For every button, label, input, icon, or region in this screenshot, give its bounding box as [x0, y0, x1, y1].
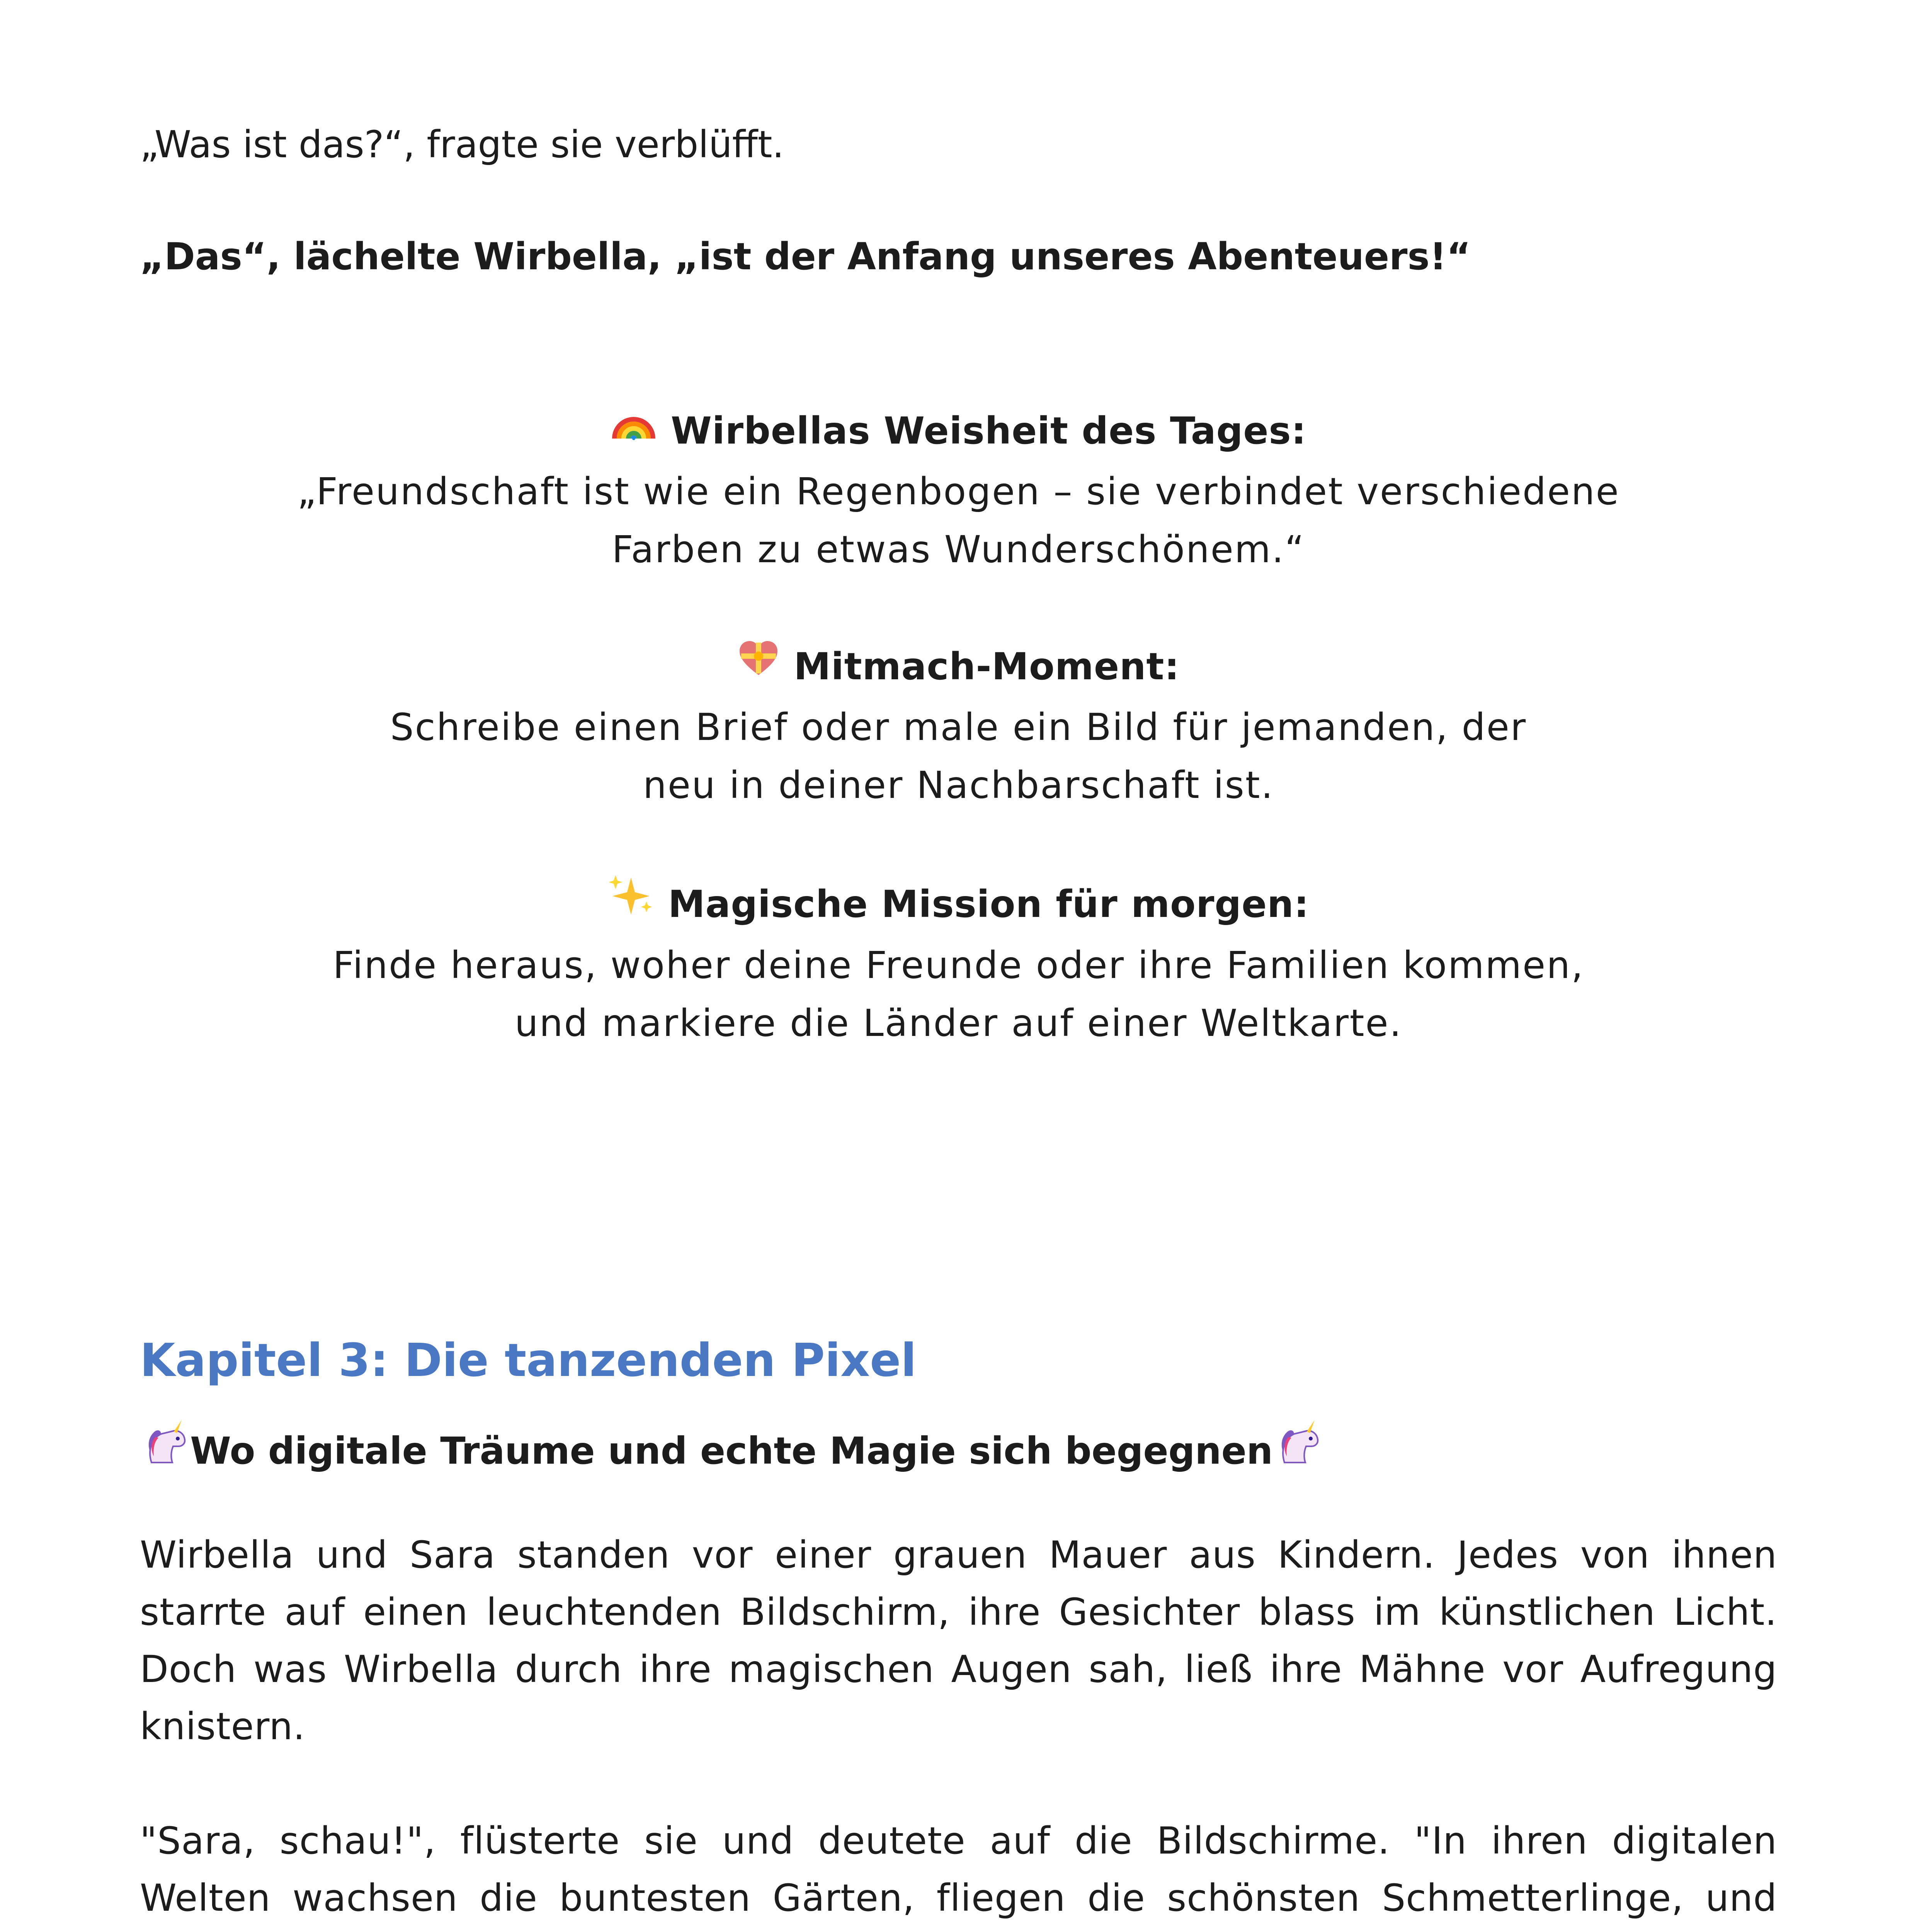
intro-line-question: „Was ist das?“, fragte sie verblüfft. — [140, 123, 784, 166]
intro-line-answer: „Das“, lächelte Wirbella, „ist der Anfang unseres Abenteuers!“ — [140, 235, 1471, 278]
wisdom-title — [0, 402, 1917, 463]
sparkles-icon — [608, 874, 654, 932]
mission-box — [0, 875, 1917, 1052]
mission-line-2: und markiere die Länder auf einer Weltkarte. — [514, 1001, 1403, 1045]
chapter-title: Kapitel 3: Die tanzenden Pixel — [140, 1333, 917, 1387]
unicorn-icon — [140, 1419, 190, 1482]
chapter-subtitle — [140, 1422, 1323, 1485]
chapter-subtitle-text: Wo digitale Träume und echte Magie sich begegnen — [190, 1429, 1273, 1473]
wisdom-title-text: Wirbellas Weisheit des Tages: — [670, 409, 1307, 452]
participation-title-text: Mitmach-Moment: — [794, 645, 1180, 688]
mission-line-1: Finde heraus, woher deine Freunde oder ihre Familien kommen, — [333, 943, 1584, 987]
participation-line-2: neu in deiner Nachbarschaft ist. — [643, 763, 1274, 807]
heart-with-ribbon-icon — [737, 636, 780, 694]
wisdom-line-2: Farben zu etwas Wunderschönem.“ — [612, 527, 1305, 571]
participation-box — [0, 638, 1917, 814]
story-paragraph: "Sara, schau!", flüsterte sie und deutete auf die Bildschirme. "In ihren digitalen Welten wachsen die buntesten Gärten, fliegen die schönsten Schmetterlinge, und — [140, 1819, 1777, 1920]
wisdom-box — [0, 402, 1917, 578]
rainbow-icon — [611, 401, 657, 459]
participation-line-1: Schreibe einen Brief oder male ein Bild für jemanden, der — [390, 705, 1527, 749]
story-paragraph: Wirbella und Sara standen vor einer grauen Mauer aus Kindern. Jedes von ihnen starrte auf einen leuchtenden Bildschirm, ihre Gesichter blass im künstlichen Licht. Doch was Wirbella durch ihre magischen Augen sah, ließ ihre Mähne vor Aufregung knistern. — [140, 1533, 1777, 1748]
mission-title-text: Magische Mission für morgen: — [668, 883, 1309, 926]
participation-title — [0, 638, 1917, 698]
mission-title — [0, 875, 1917, 936]
wisdom-line-1: „Freundschaft ist wie ein Regenbogen – sie verbindet verschiedene — [297, 469, 1620, 513]
unicorn-icon — [1273, 1419, 1323, 1482]
